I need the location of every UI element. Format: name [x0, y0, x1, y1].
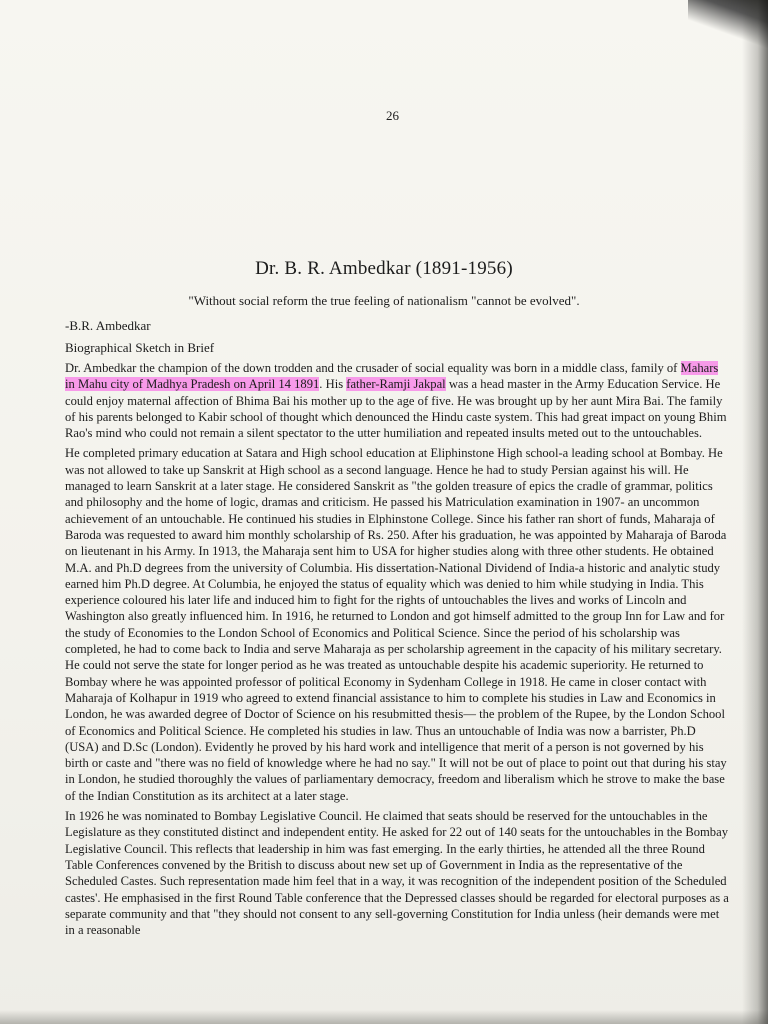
paragraph-1 [65, 360, 730, 441]
paragraph-2: He completed primary education at Satara and High school education at Eliphinstone High school-a leading school at Bombay. He was not allowed to take up Sanskrit at High school as a second language. Hence he had to study Persian against his will. He managed to learn Sanskrit at a later stage. He considered Sanskrit as "the golden treasure of epics the cradle of grammar, politics and philosophy and the home of logic, dramas and criticism. He passed his Matriculation examination in 1907- an uncommon achievement of an untouchable. He continued his studies in Elphinstone College. Since his father ran short of funds, Maharaja of Baroda was requested to award him monthly scholarship of Rs. 250. After his graduation, he was appointed by Maharaja of Baroda on lieutenant in his Army. In 1913, the Maharaja sent him to USA for higher studies along with three other students. He obtained M.A. and Ph.D degrees from the university of Columbia. His dissertation-National Dividend of India-a historic and analytic study earned him Ph.D degree. At Columbia, he enjoyed the status of equality which was denied to him while studying in India. This experience coloured his later life and induced him to fight for the rights of untouchables the lives and works of Lincoln and Washington also greatly influenced him. In 1916, he returned to London and got himself admitted to the group Inn for Law and for the study of Economies to the London School of Economics and Political Science. Since the period of his scholarship was completed, he had to come back to India and serve Maharaja as per scholarship agreement in the capacity of his military secretary. He could not serve the state for longer period as he was treated as untouchable despite his academic superiority. He returned to Bombay where he was appointed professor of political Economy in Sydenham College in 1918. He came in closer contact with Maharaja of Kolhapur in 1919 who agreed to extend financial assistance to him to complete his studies in Law and Economics in London, he was awarded degree of Doctor of Science on his resubmitted thesis— the problem of the Rupee, by the London School of Economics and Political Science. He completed his studies in law. Thus an untouchable of India was now a barrister, Ph.D (USA) and D.Sc (London). Evidently he proved by his hard work and intelligence that merit of a person is not governed by his birth or caste and "there was no field of knowledge where he had no say." It will not be out of place to point out that during his stay in London, he studied thoroughly the values of parliamentary democracy, freedom and liberalism which he strove to make the base of the Indian Constitution as its architect at a later stage. [65, 446, 727, 803]
highlight-birth-details: Mahars in Mahu city of Madhya Pradesh on April 14 1891 [65, 361, 719, 392]
page-title: Dr. B. R. Ambedkar (1891-1956) [255, 258, 513, 279]
page-bottom-shadow [0, 1010, 768, 1024]
highlight-father-name: father-Ramji Jakpal [346, 377, 446, 392]
page-edge-shadow [742, 0, 768, 1024]
quote-attribution: -B.R. Ambedkar [65, 318, 151, 333]
epigraph-quote: "Without social reform the true feeling of nationalism "cannot be evolved". [188, 293, 580, 308]
body-text [65, 360, 730, 942]
page-number: 26 [386, 108, 399, 123]
paragraph-3: In 1926 he was nominated to Bombay Legislative Council. He claimed that seats should be reserved for the untouchables in the Legislature as they constituted distinct and independent entity. He asked for 22 out of 140 seats for the untouchables in the Bombay Legislative Council. This reflects that leadership in him was fast emerging. In the early thirties, he attended all the three Round Table Conferences convened by the British to discuss about new set up of Government in India as the representative of the Scheduled Castes. Such representation made him feel that in a way, it was recognition of the independent position of the Scheduled castes'. He emphasised in the first Round Table conference that the Depressed classes should be regarded for electoral purposes as a separate community and that "they should not consent to any sell-governing Constitution for India unless (heir demands were met in a reasonable [65, 809, 729, 938]
paragraph-1-text-b: . His [319, 377, 347, 392]
paragraph-1-text-a: Dr. Ambedkar the champion of the down trodden and the crusader of social equality was born in a middle class, family of [65, 361, 681, 375]
paragraph-1-text-c: was a head master in the Army Education Service. He could enjoy maternal affection of Bhima Bai his mother up to the age of five. He was brought up by her aunt Mira Bai. The family of his parents belonged to Kabir school of thought which denounced the Hindu caste system. This had great impact on young Bhim Rao's mind who could not remain a silent spectator to the utter humiliation and repeated insults meted out to the untouchables. [65, 377, 727, 441]
section-subheading: Biographical Sketch in Brief [65, 340, 215, 355]
